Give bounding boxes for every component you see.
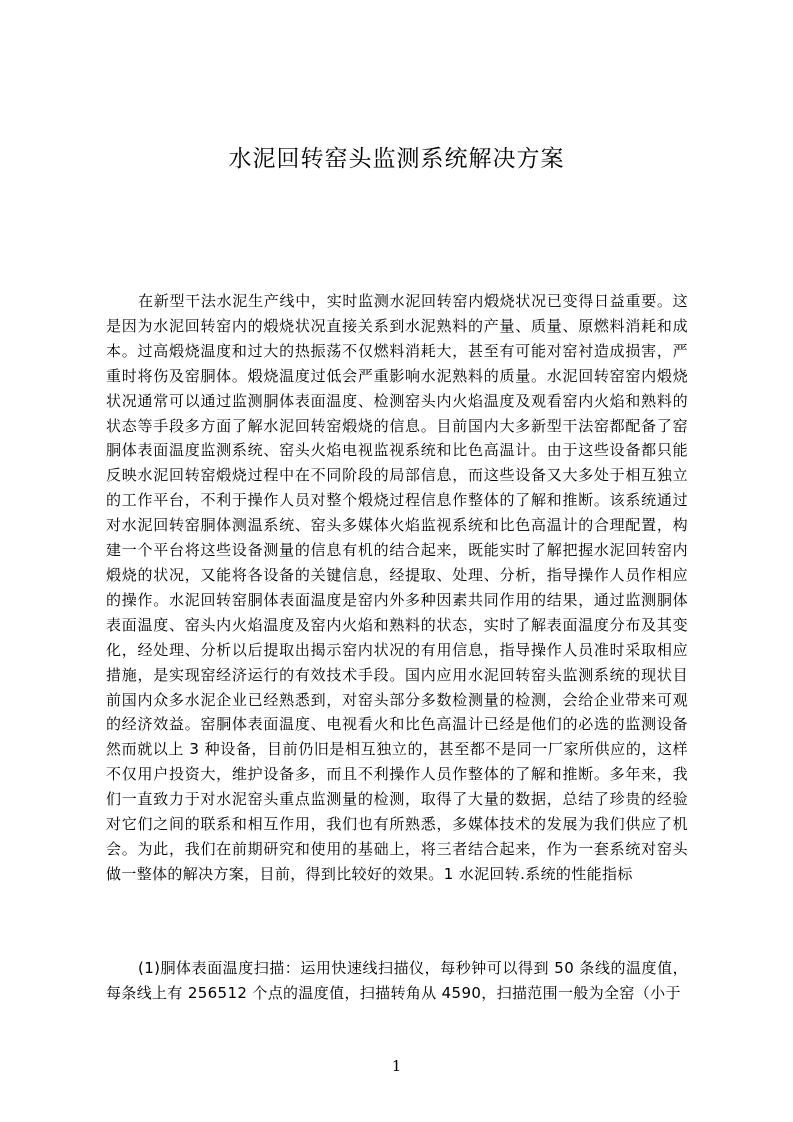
document-title: 水泥回转窑头监测系统解决方案 bbox=[228, 146, 565, 172]
page-number: 1 bbox=[391, 1057, 402, 1075]
body-paragraph-intro: 在新型干法水泥生产线中，实时监测水泥回转窑内煅烧状况已变得日益重要。这是因为水泥回转窑内的煅烧状况直接关系到水泥熟料的产量、质量、原燃料消耗和成本。过高煅烧温度和过大的热振荡不仅燃料消耗大，甚至有可能对窑衬造成损害，严重时将伤及窑胴体。煅烧温度过低会严重影响水泥熟料的质量。水泥回转窑窑内煅烧状况通常可以通过监测胴体表面温度、检测窑头内火焰温度及观看窑内火焰和熟料的状态等手段多方面了解水泥回转窑煅烧的信息。目前国内大多新型干法窑都配备了窑胴体表面温度监测系统、窑头火焰电视监视系统和比色高温计。由于这些设备都只能反映水泥回转窑煅烧过程中在不同阶段的局部信息，而这些设备又大多处于相互独立的工作平台，不利于操作人员对整个煅烧过程信息作整体的了解和推断。该系统通过对水泥回转窑胴体测温系统、窑头多媒体火焰监视系统和比色高温计的合理配置，构建一个平台将这些设备测量的信息有机的结合起来，既能实时了解把握水泥回转窑内煅烧的状况，又能将各设备的关键信息，经提取、处理、分析，指导操作人员作相应的操作。水泥回转窑胴体表面温度是窑内外多种因素共同作用的结果，通过监测胴体表面温度、窑头内火焰温度及窑内火焰和熟料的状态，实时了解表面温度分布及其变化，经处理、分析以后提取出揭示窑内状况的有用信息，指导操作人员准时采取相应措施，是实现窑经济运行的有效技术手段。国内应用水泥回转窑头监测系统的现状目前国内众多水泥企业已经熟悉到，对窑头部分多数检测量的检测，会给企业带来可观的经济效益。窑胴体表面温度、电视看火和比色高温计已经是他们的必选的监测设备然而就以上 3 种设备，目前仍旧是相互独立的，甚至都不是同一厂家所供应的，这样不仅用户投资大，维护设备多，而且不利操作人员作整体的了解和推断。多年来，我们一直致力于对水泥窑头重点监测量的检测，取得了大量的数据，总结了珍贵的经验对它们之间的联系和相互作用，我们也有所熟悉，多媒体技术的发展为我们供应了机会。为此，我们在前期研究和使用的基础上，将三者结合起来，作为一套系统对窑头做一整体的解决方案，目前，得到比较好的效果。1 水泥回转.系统的性能指标 bbox=[106, 292, 688, 883]
body-paragraph-scan-spec: (1)胴体表面温度扫描：运用快速线扫描仪，每秒钟可以得到 50 条线的温度值，每条线上有 256512 个点的温度值，扫描转角从 4590，扫描范围一般为全窑（小于 bbox=[106, 959, 688, 1002]
